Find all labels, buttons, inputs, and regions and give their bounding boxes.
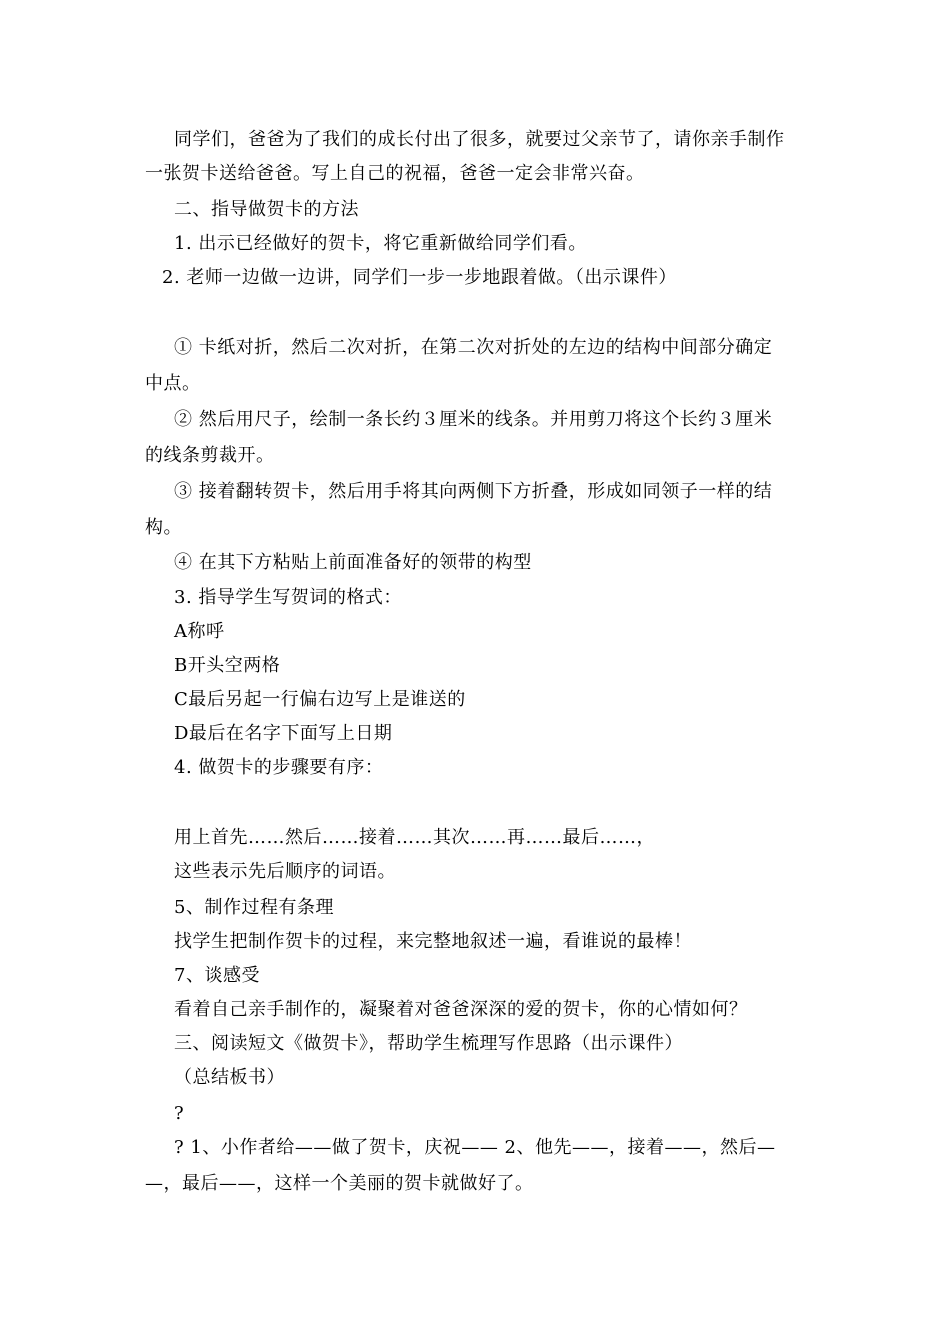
section-2-heading: 二、指导做贺卡的方法	[174, 199, 359, 220]
section-3-heading: 三、阅读短文《做贺卡》，帮助学生梳理写作思路（出示课件）	[174, 1033, 683, 1054]
question-mark: ?	[174, 1103, 185, 1124]
item-3: 3. 指导学生写贺词的格式：	[174, 587, 402, 608]
intro-line-1: 同学们，爸爸为了我们的成长付出了很多，就要过父亲节了，请你亲手制作	[174, 129, 785, 150]
step-3-line-1: ③ 接着翻转贺卡，然后用手将其向两侧下方折叠，形成如同领子一样的结	[174, 481, 773, 502]
format-d: D最后在名字下面写上日期	[174, 723, 393, 744]
format-b: B开头空两格	[174, 655, 281, 676]
item-7-text: 看着自己亲手制作的，凝聚着对爸爸深深的爱的贺卡，你的心情如何？	[174, 999, 748, 1020]
step-2-line-2: 的线条剪裁开。	[145, 445, 275, 466]
step-2-line-1: ② 然后用尺子，绘制一条长约３厘米的线条。并用剪刀将这个长约３厘米	[174, 409, 773, 430]
summary-line-2: —，最后——，这样一个美丽的贺卡就做好了。	[145, 1173, 534, 1194]
step-1-line-2: 中点。	[145, 373, 201, 394]
step-4: ④ 在其下方粘贴上前面准备好的领带的构型	[174, 552, 532, 573]
item-1: 1. 出示已经做好的贺卡，将它重新做给同学们看。	[174, 233, 587, 254]
summary-line-1: ? 1、小作者给——做了贺卡，庆祝—— 2、他先——，接着——，然后—	[174, 1137, 776, 1158]
item-5-text: 找学生把制作贺卡的过程，来完整地叙述一遍，看谁说的最棒！	[174, 931, 692, 952]
item-5: 5、制作过程有条理	[174, 897, 334, 918]
item-4: 4. 做贺卡的步骤要有序：	[174, 757, 384, 778]
board-summary: （总结板书）	[174, 1067, 285, 1088]
step-1-line-1: ① 卡纸对折，然后二次对折，在第二次对折处的左边的结构中间部分确定	[174, 337, 773, 358]
intro-line-2: 一张贺卡送给爸爸。写上自己的祝福，爸爸一定会非常兴奋。	[145, 163, 645, 184]
sequence-note: 这些表示先后顺序的词语。	[174, 861, 396, 882]
item-7: 7、谈感受	[174, 965, 260, 986]
format-c: C最后另起一行偏右边写上是谁送的	[174, 689, 466, 710]
step-3-line-2: 构。	[145, 517, 182, 538]
format-a: A称呼	[174, 621, 225, 642]
sequence-words: 用上首先……然后……接着……其次……再……最后……，	[174, 827, 655, 848]
item-2: 2. 老师一边做一边讲，同学们一步一步地跟着做。（出示课件）	[162, 267, 677, 288]
